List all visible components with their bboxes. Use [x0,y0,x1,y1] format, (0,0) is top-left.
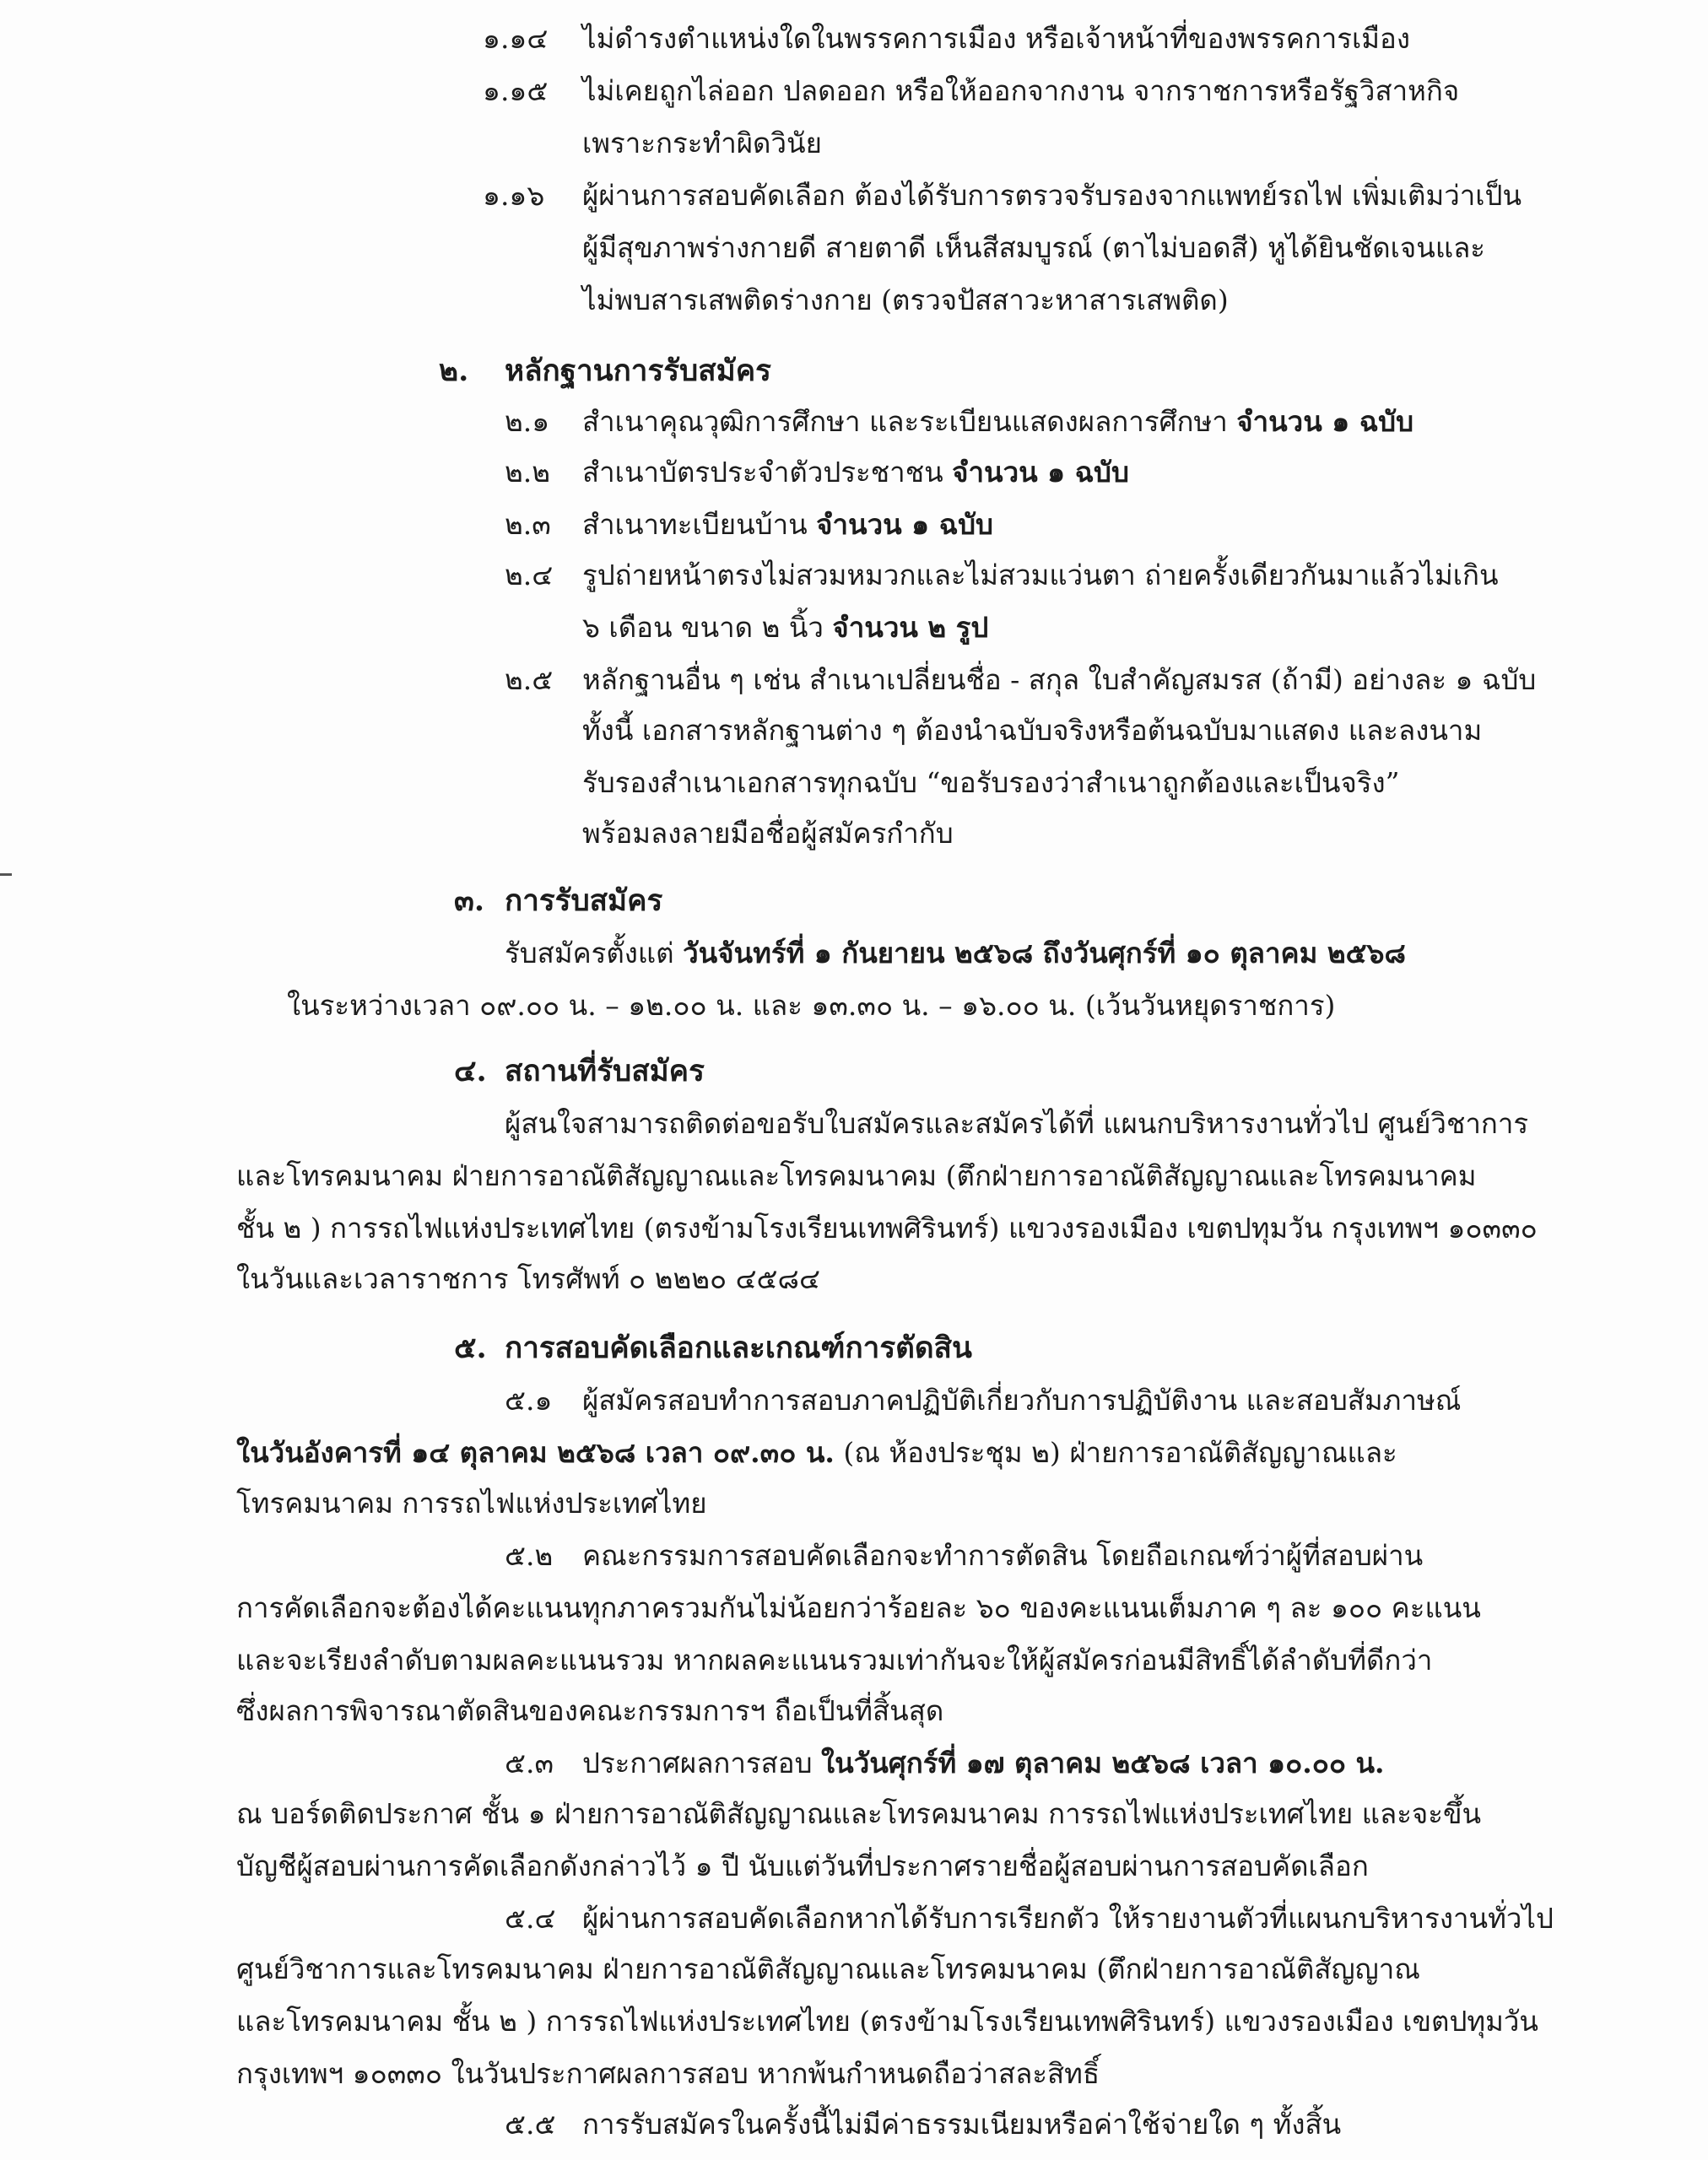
item-text: ๖ เดือน ขนาด ๒ นิ้ว จำนวน ๒ รูป [582,611,989,644]
item-text: เพราะกระทำผิดวินัย [582,127,822,159]
item-text: ไม่เคยถูกไล่ออก ปลดออก หรือให้ออกจากงาน จากราชการหรือรัฐวิสาหกิจ [582,74,1460,107]
item-text: โทรคมนาคม การรถไฟแห่งประเทศไทย [236,1487,707,1520]
item-text: และจะเรียงลำดับตามผลคะแนนรวม หากผลคะแนนรวมเท่ากันจะให้ผู้สมัครก่อนมีสิทธิ์ได้ลำดับที่ดีกว่า [236,1644,1433,1677]
section-number: ๕. [454,1331,487,1365]
item-number: ๕.๒ [505,1539,554,1572]
item-text: ประกาศผลการสอบ ในวันศุกร์ที่ ๑๗ ตุลาคม ๒๕๖๘ เวลา ๑๐.๐๐ น. [582,1747,1385,1779]
item-text: สำเนาคุณวุฒิการศึกษา และระเบียนแสดงผลการศึกษา จำนวน ๑ ฉบับ [582,405,1414,438]
item-text: รูปถ่ายหน้าตรงไม่สวมหมวกและไม่สวมแว่นตา ถ่ายครั้งเดียวกันมาแล้วไม่เกิน [582,559,1499,591]
section-title: การรับสมัคร [505,883,663,918]
section-number: ๓. [454,883,485,918]
paragraph-line: ในระหว่างเวลา ๐๙.๐๐ น. – ๑๒.๐๐ น. และ ๑๓.๓๐ น. – ๑๖.๐๐ น. (เว้นวันหยุดราชการ) [287,989,1336,1022]
item-text: ศูนย์วิชาการและโทรคมนาคม ฝ่ายการอาณัติสัญญาณและโทรคมนาคม (ตึกฝ่ายการอาณัติสัญญาณ [236,1952,1420,1985]
item-number: ๒.๔ [505,559,554,591]
item-text: ผู้ผ่านการสอบคัดเลือก ต้องได้รับการตรวจรับรองจากแพทย์รถไฟ เพิ่มเติมว่าเป็น [582,179,1522,212]
item-text: ณ บอร์ดติดประกาศ ชั้น ๑ ฝ่ายการอาณัติสัญญาณและโทรคมนาคม การรถไฟแห่งประเทศไทย และจะขึ้น [236,1797,1482,1830]
item-number: ๒.๓ [505,508,551,541]
section-number: ๒. [439,354,469,388]
section-number: ๔. [454,1054,487,1088]
item-number: ๕.๑ [505,1384,553,1417]
item-number: ๕.๓ [505,1747,554,1779]
item-text: ไม่ดำรงตำแหน่งใดในพรรคการเมือง หรือเจ้าหน้าที่ของพรรคการเมือง [582,22,1410,55]
item-text: และโทรคมนาคม ชั้น ๒ ) การรถไฟแห่งประเทศไทย (ตรงข้ามโรงเรียนเทพศิรินทร์) แขวงรองเมือง เขตปทุมวัน [236,2005,1538,2038]
item-number: ๒.๒ [505,456,550,489]
item-text: คณะกรรมการสอบคัดเลือกจะทำการตัดสิน โดยถือเกณฑ์ว่าผู้ที่สอบผ่าน [582,1539,1424,1572]
paragraph-line: ในวันและเวลาราชการ โทรศัพท์ ๐ ๒๒๒๐ ๔๕๘๔ [236,1262,820,1295]
item-text: สำเนาทะเบียนบ้าน จำนวน ๑ ฉบับ [582,508,993,541]
item-text: ผู้ผ่านการสอบคัดเลือกหากได้รับการเรียกตัว ให้รายงานตัวที่แผนกบริหารงานทั่วไป [582,1902,1554,1935]
item-text: หลักฐานอื่น ๆ เช่น สำเนาเปลี่ยนชื่อ - สกุล ใบสำคัญสมรส (ถ้ามี) อย่างละ ๑ ฉบับ [582,663,1537,696]
item-text: ซึ่งผลการพิจารณาตัดสินของคณะกรรมการฯ ถือเป็นที่สิ้นสุด [236,1694,944,1727]
item-number: ๒.๑ [505,405,550,438]
item-text: การคัดเลือกจะต้องได้คะแนนทุกภาครวมกันไม่น้อยกว่าร้อยละ ๖๐ ของคะแนนเต็มภาค ๆ ละ ๑๐๐ คะแนน [236,1591,1481,1624]
item-text: ในวันอังคารที่ ๑๔ ตุลาคม ๒๕๖๘ เวลา ๐๙.๓๐ น. (ณ ห้องประชุม ๒) ฝ่ายการอาณัติสัญญาณและ [236,1436,1397,1469]
item-text: ไม่พบสารเสพติดร่างกาย (ตรวจปัสสาวะหาสารเสพติด) [582,284,1229,316]
section-title: สถานที่รับสมัคร [505,1054,705,1088]
item-text: ผู้มีสุขภาพร่างกายดี สายตาดี เห็นสีสมบูรณ์ (ตาไม่บอดสี) หูได้ยินชัดเจนและ [582,231,1486,264]
paragraph-line: รับสมัครตั้งแต่ วันจันทร์ที่ ๑ กันยายน ๒๕๖๘ ถึงวันศุกร์ที่ ๑๐ ตุลาคม ๒๕๖๘ [505,937,1406,969]
item-text: รับรองสำเนาเอกสารทุกฉบับ “ขอรับรองว่าสำเนาถูกต้องและเป็นจริง” [582,766,1400,799]
item-text: ผู้สมัครสอบทำการสอบภาคปฏิบัติเกี่ยวกับการปฏิบัติงาน และสอบสัมภาษณ์ [582,1384,1462,1417]
paragraph-line: ผู้สนใจสามารถติดต่อขอรับใบสมัครและสมัครได้ที่ แผนกบริหารงานทั่วไป ศูนย์วิชาการ [505,1107,1529,1140]
paragraph-line: และโทรคมนาคม ฝ่ายการอาณัติสัญญาณและโทรคมนาคม (ตึกฝ่ายการอาณัติสัญญาณและโทรคมนาคม [236,1159,1477,1192]
item-number: ๕.๕ [505,2108,556,2141]
item-text: พร้อมลงลายมือชื่อผู้สมัครกำกับ [582,817,954,850]
paragraph-line: ชั้น ๒ ) การรถไฟแห่งประเทศไทย (ตรงข้ามโรงเรียนเทพศิรินทร์) แขวงรองเมือง เขตปทุมวัน กรุงเทพฯ ๑๐๓๓๐ [236,1212,1538,1245]
item-number: ๒.๕ [505,663,554,696]
item-number: ๑.๑๖ [483,179,545,212]
item-number: ๕.๔ [505,1902,556,1935]
item-text: ทั้งนี้ เอกสารหลักฐานต่าง ๆ ต้องนำฉบับจริงหรือต้นฉบับมาแสดง และลงนาม [582,714,1483,747]
item-number: ๑.๑๔ [483,22,549,55]
binding-mark [0,873,12,876]
section-title: การสอบคัดเลือกและเกณฑ์การตัดสิน [505,1331,972,1365]
item-text: สำเนาบัตรประจำตัวประชาชน จำนวน ๑ ฉบับ [582,456,1129,489]
item-text: กรุงเทพฯ ๑๐๓๓๐ ในวันประกาศผลการสอบ หากพ้นกำหนดถือว่าสละสิทธิ์ [236,2057,1100,2090]
item-number: ๑.๑๕ [483,74,549,107]
item-text: บัญชีผู้สอบผ่านการคัดเลือกดังกล่าวไว้ ๑ ปี นับแต่วันที่ประกาศรายชื่อผู้สอบผ่านการสอบคัดเลือก [236,1850,1369,1882]
section-title: หลักฐานการรับสมัคร [505,354,771,388]
item-text: การรับสมัครในครั้งนี้ไม่มีค่าธรรมเนียมหรือค่าใช้จ่ายใด ๆ ทั้งสิ้น [582,2108,1342,2141]
